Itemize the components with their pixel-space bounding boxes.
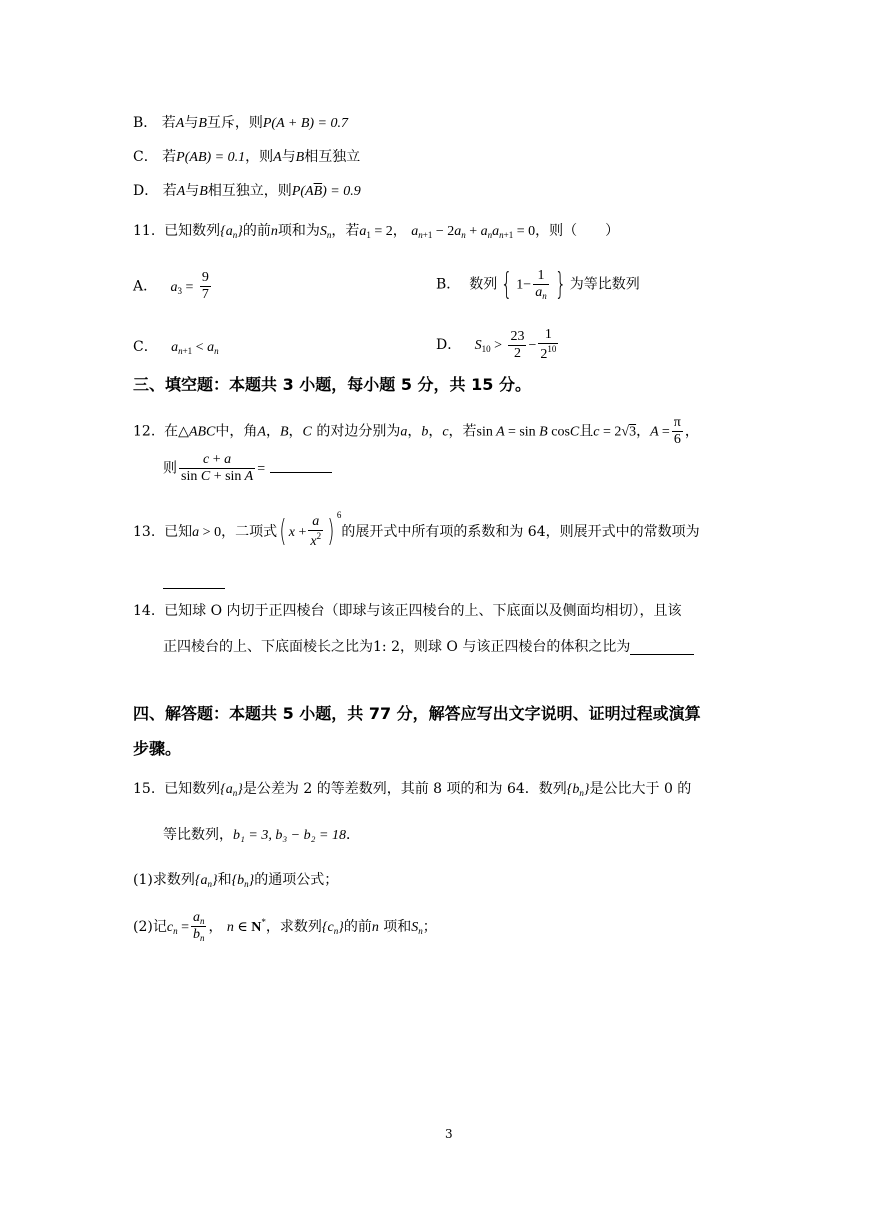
question-number: 11. bbox=[133, 223, 156, 239]
answer-blank[interactable] bbox=[270, 472, 332, 473]
math-expression: $P(A\overline{B}) = 0.9$ bbox=[291, 184, 361, 199]
option-label: D． bbox=[436, 337, 462, 354]
q11-option-d: D． $S_{10}$ > $\frac{23}{2}$ − $\frac{1}{2^{10}}$ bbox=[436, 327, 557, 363]
question-number: 14. bbox=[133, 603, 156, 619]
q15-line2: 等比数列，b₁ = 3, b₃ − b₂ = 18． bbox=[163, 827, 360, 843]
section-heading-solution: 四、解答题：本题共 5 小题，共 77 分，解答应写出文字说明、证明过程或演算 bbox=[133, 704, 701, 723]
math-expression: P(AB) = 0.1 bbox=[176, 150, 246, 165]
section-heading-solution-cont: 步骤。 bbox=[133, 739, 182, 758]
question-number: 15. bbox=[133, 781, 156, 797]
option-label: C． bbox=[133, 339, 158, 355]
q15-part2: (2)记$c_n$ = $\frac{a_n}{b_n}$ ， n ∈ N*，求数列$\{c_n\}$的前n 项和$S_n$； bbox=[133, 910, 437, 944]
fraction: $\frac{a}{x^2}$ bbox=[310, 513, 322, 549]
q10-option-d: D． 若A与B相互独立，则$P(A\overline{B}) = 0.9$ bbox=[133, 183, 361, 199]
q15-line1: 15. 已知数列$\{a_n\}$是公差为 2 的等差数列，其前 8 项的和为 64．数列$\{b_n\}$是公比大于 0 的 bbox=[133, 781, 692, 798]
option-label: B． bbox=[436, 276, 461, 293]
option-label: D． bbox=[133, 183, 159, 199]
option-label: A． bbox=[133, 278, 158, 295]
q14-line1: 14. 已知球 O 内切于正四棱台（即球与该正四棱台的上、下底面以及侧面均相切），且该 bbox=[133, 603, 682, 619]
q15-part1: (1)求数列$\{a_n\}$和$\{b_n\}$的通项公式； bbox=[133, 872, 339, 889]
answer-blank[interactable] bbox=[163, 574, 225, 589]
fraction: $\frac{a_n}{b_n}$ bbox=[192, 910, 205, 944]
q10-option-c: C． 若P(AB) = 0.1，则A与B相互独立 bbox=[133, 149, 361, 165]
math-expression: P(A + B) = 0.7 bbox=[262, 116, 348, 131]
q11-option-b: B． 数列 { 1− $\frac{1}{a_n}$ } 为等比数列 bbox=[436, 266, 640, 302]
fraction: $\frac{1}{a_n}$ bbox=[535, 268, 547, 302]
q13-answer-line bbox=[163, 574, 225, 589]
q12-line1: 12. 在△ABC中，角A，B，C 的对边分别为a，b，c，若sin A = sin B cosC且c = 2√3，A = $\frac{\pi}{6}$ ， bbox=[133, 415, 699, 448]
q11-option-a: A． $a_3$ = $\frac{9}{7}$ bbox=[133, 270, 209, 303]
question-number: 12. bbox=[133, 423, 156, 440]
question-number: 13. bbox=[133, 524, 156, 540]
q14-line2: 正四棱台的上、下底面棱长之比为1: 2，则球 O 与该正四棱台的体积之比为 bbox=[163, 640, 694, 655]
answer-blank[interactable] bbox=[630, 640, 694, 655]
fraction: $\frac{9}{7}$ bbox=[201, 270, 209, 303]
q13-line1: 13. 已知a > 0，二项式( x + $\frac{a}{x^2}$ ) $^6$的展开式中所有项的系数和为 64，则展开式中的常数项为 bbox=[133, 510, 700, 549]
q10-option-b: B． 若A与B互斥，则P(A + B) = 0.7 bbox=[133, 115, 348, 131]
fraction: $\frac{23}{2}$ bbox=[510, 328, 525, 361]
math-expression: b₁ = 3, b₃ − b₂ = 18 bbox=[233, 828, 346, 843]
q12-line2: 则 $\frac{c + a}{\text{sin C + sin A}}$ = bbox=[163, 452, 332, 485]
option-label: B． bbox=[133, 115, 158, 131]
fraction: $\frac{c + a}{\text{sin C + sin A}}$ bbox=[181, 452, 254, 485]
fraction: $\frac{1}{2^{10}}$ bbox=[540, 327, 557, 363]
section-heading-fill-in: 三、填空题：本题共 3 小题，每小题 5 分，共 15 分。 bbox=[133, 375, 531, 394]
option-label: C． bbox=[133, 149, 158, 165]
fraction: $\frac{\pi}{6}$ bbox=[673, 415, 681, 448]
q11-option-c: C． $a_{n+1} < a_n$ bbox=[133, 339, 219, 356]
q11-stem: 11. 已知数列$\{a_n\}$的前n项和为$S_n$，若$a_1 = 2$， $a_{n+1} - 2a_n + a_na_{n+1} = 0$，则（ ） bbox=[133, 223, 620, 240]
page-number: 3 bbox=[445, 1127, 453, 1141]
